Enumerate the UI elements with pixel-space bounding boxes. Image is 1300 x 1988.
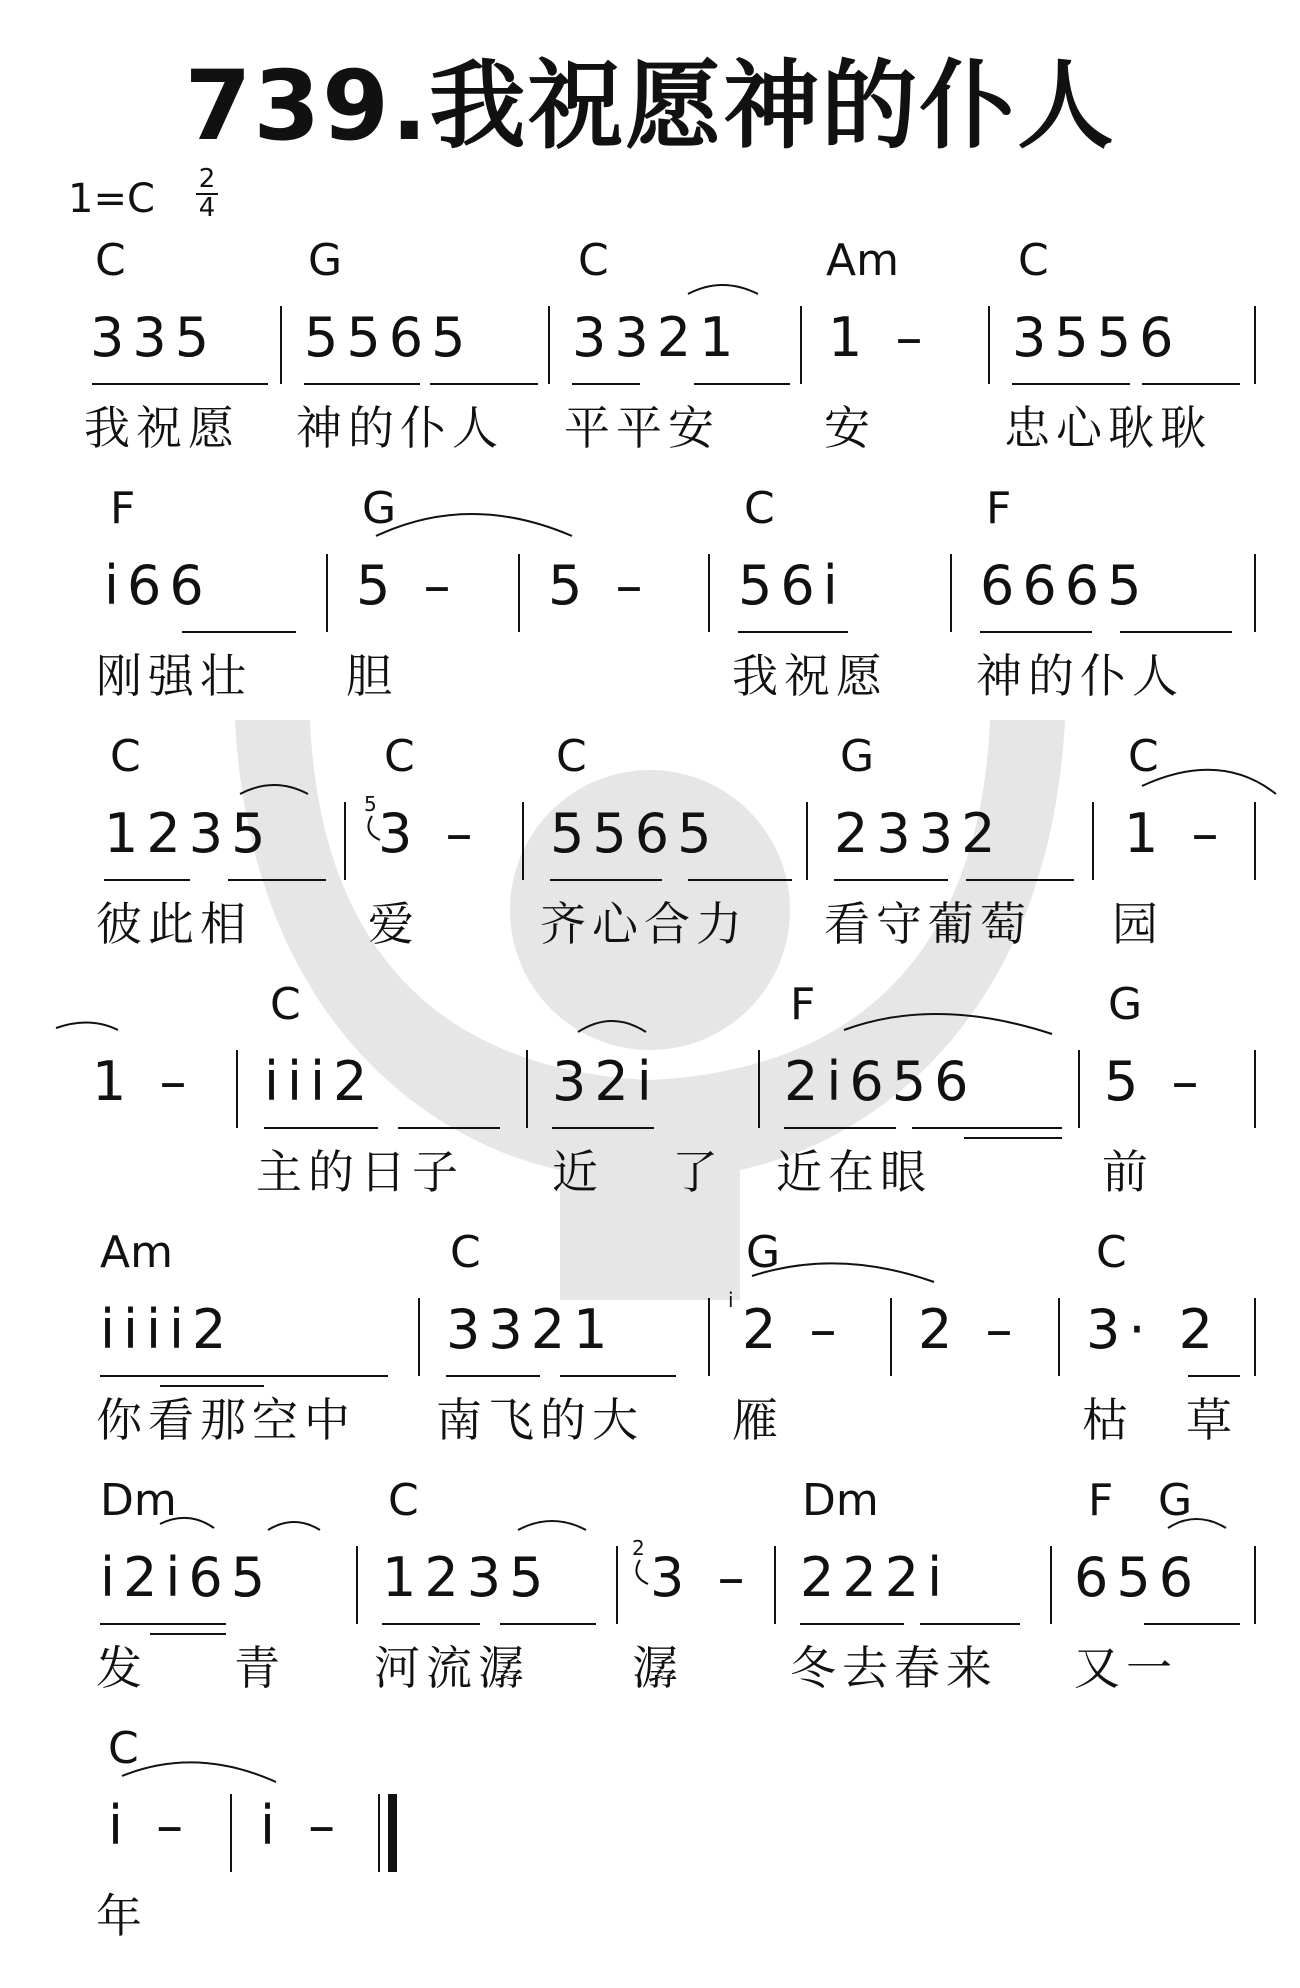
slur-marks xyxy=(0,732,1300,982)
chord-label: Dm xyxy=(100,1475,177,1526)
measure-notes: i – xyxy=(260,1794,344,1857)
time-denominator: 4 xyxy=(198,193,216,223)
measure-notes: 3556 xyxy=(1012,306,1182,369)
chord-label: G xyxy=(746,1227,781,1278)
score-system-2 xyxy=(0,484,1300,734)
measure-notes: i2i65 xyxy=(100,1546,274,1609)
measure-notes: 2i656 xyxy=(784,1050,977,1113)
grace-note: 2 xyxy=(632,1536,645,1560)
chord-label: F xyxy=(790,979,816,1030)
time-signature xyxy=(196,166,218,222)
measure-notes: 1235 xyxy=(104,802,274,865)
chord-label: C xyxy=(578,235,609,286)
chord-label: C xyxy=(270,979,301,1030)
grace-note: 5 xyxy=(364,792,377,816)
lyric-text: 河流潺 xyxy=(374,1641,530,1695)
chord-label: G xyxy=(1158,1475,1193,1526)
score-system-4 xyxy=(0,980,1300,1230)
lyric-text: 潺 xyxy=(632,1641,684,1695)
measure-notes: i66 xyxy=(104,554,212,617)
lyric-text: 我祝愿 xyxy=(84,401,240,455)
measure-notes: i – xyxy=(108,1794,192,1857)
lyric-text: 雁 xyxy=(732,1393,784,1447)
lyric-text: 平平安 xyxy=(564,401,720,455)
chord-label: C xyxy=(1128,731,1159,782)
measure-notes: 5 – xyxy=(1104,1050,1207,1113)
lyric-text: 发 xyxy=(96,1641,148,1695)
measure-notes: 5 – xyxy=(548,554,651,617)
lyric-text: 年 xyxy=(96,1889,148,1943)
chord-label: F xyxy=(1088,1475,1114,1526)
key-signature: 1=C xyxy=(68,176,155,222)
lyric-text: 近 xyxy=(552,1145,604,1199)
lyric-text: 忠心耿耿 xyxy=(1004,401,1212,455)
lyric-text: 枯 xyxy=(1082,1393,1134,1447)
lyric-text: 前 xyxy=(1102,1145,1154,1199)
lyric-text: 刚强壮 xyxy=(96,649,252,703)
slur-marks xyxy=(0,1228,1300,1478)
chord-label: C xyxy=(1096,1227,1127,1278)
score-system-1 xyxy=(0,236,1300,486)
chord-label: F xyxy=(986,483,1012,534)
slur-marks xyxy=(0,980,1300,1230)
measure-notes: 2 – xyxy=(918,1298,1021,1361)
lyric-text: 看守葡萄 xyxy=(824,897,1032,951)
chord-label: G xyxy=(362,483,397,534)
measure-notes: iiii2 xyxy=(100,1298,235,1361)
slur-marks xyxy=(0,236,1300,486)
chord-label: C xyxy=(1018,235,1049,286)
lyric-text: 草 xyxy=(1186,1393,1238,1447)
measure-notes: iii2 xyxy=(264,1050,376,1113)
chord-label: C xyxy=(556,731,587,782)
measure-notes: 1 – xyxy=(92,1050,195,1113)
measure-notes: 5 – xyxy=(356,554,459,617)
chord-label: C xyxy=(450,1227,481,1278)
slur-marks xyxy=(0,1476,1300,1726)
lyric-text: 主的日子 xyxy=(256,1145,464,1199)
lyric-text: 园 xyxy=(1112,897,1164,951)
grace-note: i xyxy=(728,1288,734,1312)
chord-label: C xyxy=(744,483,775,534)
chord-label: C xyxy=(388,1475,419,1526)
chord-label: C xyxy=(95,235,126,286)
page-title: 739.我祝愿神的仆人 xyxy=(184,50,1116,162)
chord-label: G xyxy=(840,731,875,782)
measure-notes: 1 – xyxy=(1124,802,1227,865)
measure-notes: 222i xyxy=(800,1546,951,1609)
chord-label: G xyxy=(308,235,343,286)
chord-label: Am xyxy=(826,235,899,286)
measure-notes: 1235 xyxy=(382,1546,552,1609)
slur-marks xyxy=(0,1724,1300,1974)
lyric-text: 齐心合力 xyxy=(540,897,748,951)
measure-notes: 2 – xyxy=(742,1298,845,1361)
score-system-6 xyxy=(0,1476,1300,1726)
measure-notes: 32i xyxy=(552,1050,660,1113)
measure-notes: 3· 2 xyxy=(1086,1298,1222,1361)
chord-label: F xyxy=(110,483,136,534)
measure-notes: 2332 xyxy=(834,802,1004,865)
chord-label: Am xyxy=(100,1227,173,1278)
lyric-text: 神的仆人 xyxy=(976,649,1184,703)
chord-label: C xyxy=(108,1723,139,1774)
lyric-text: 又一 xyxy=(1074,1641,1178,1695)
time-numerator: 2 xyxy=(198,164,216,194)
chord-label: Dm xyxy=(802,1475,879,1526)
lyric-text: 我祝愿 xyxy=(732,649,888,703)
lyric-text: 了 xyxy=(672,1145,724,1199)
lyric-text: 你看那空中 xyxy=(96,1393,356,1447)
lyric-text: 青 xyxy=(234,1641,286,1695)
measure-notes: 3321 xyxy=(572,306,742,369)
measure-notes: 56i xyxy=(738,554,846,617)
measure-notes: 1 – xyxy=(828,306,931,369)
slur-marks xyxy=(0,484,1300,734)
chord-label: G xyxy=(1108,979,1143,1030)
lyric-text: 爱 xyxy=(368,897,420,951)
measure-notes: 656 xyxy=(1074,1546,1202,1609)
chord-label: C xyxy=(384,731,415,782)
chord-label: C xyxy=(110,731,141,782)
measure-notes: 3 – xyxy=(650,1546,753,1609)
lyric-text: 安 xyxy=(824,401,876,455)
measure-notes: 6665 xyxy=(980,554,1150,617)
lyric-text: 冬去春来 xyxy=(790,1641,998,1695)
lyric-text: 胆 xyxy=(346,649,398,703)
measure-notes: 335 xyxy=(90,306,218,369)
lyric-text: 南飞的大 xyxy=(436,1393,644,1447)
measure-notes: 5565 xyxy=(304,306,474,369)
score-system-5 xyxy=(0,1228,1300,1478)
lyric-text: 神的仆人 xyxy=(296,401,504,455)
measure-notes: 3321 xyxy=(446,1298,616,1361)
lyric-text: 近在眼 xyxy=(776,1145,932,1199)
score-system-3 xyxy=(0,732,1300,982)
score-system-7 xyxy=(0,1724,1300,1974)
lyric-text: 彼此相 xyxy=(96,897,252,951)
measure-notes: 3 – xyxy=(378,802,481,865)
measure-notes: 5565 xyxy=(550,802,720,865)
